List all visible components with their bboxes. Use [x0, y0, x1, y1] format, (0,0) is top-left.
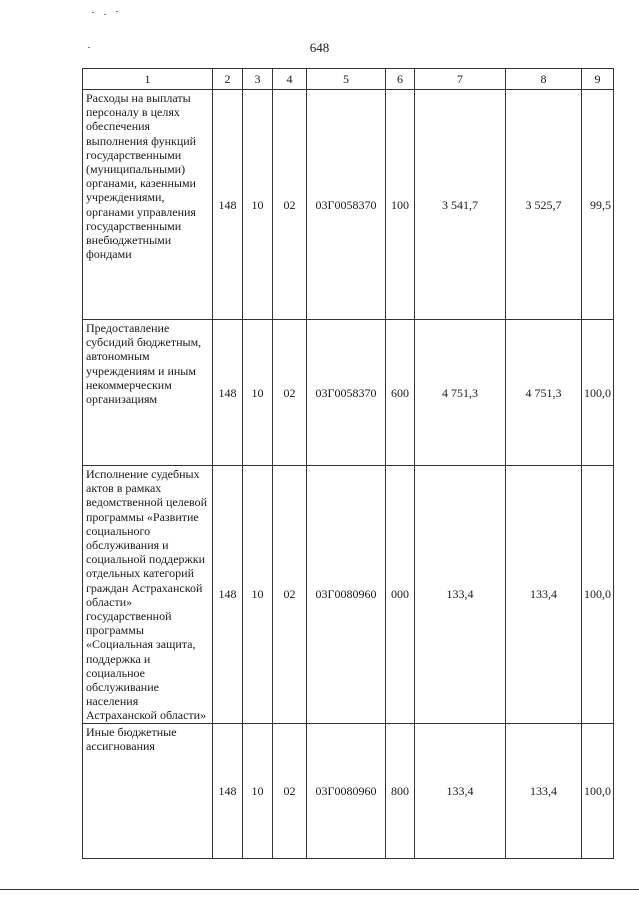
cell-col-4: 02 [273, 320, 307, 466]
cell-col-4: 02 [273, 723, 307, 858]
cell-col-7: 3 541,7 [415, 90, 506, 320]
header-col-1: 1 [83, 69, 213, 90]
row-description: Предоставление субсидий бюджетным, автономным учреждениям и иным некоммерческим организациям [83, 320, 213, 466]
cell-col-6: 100 [386, 90, 415, 320]
cell-col-3: 10 [243, 320, 273, 466]
cell-col-7: 4 751,3 [415, 320, 506, 466]
cell-col-8: 133,4 [506, 723, 582, 858]
cell-col-5: 03Г0058370 [307, 90, 386, 320]
cell-col-8: 3 525,7 [506, 90, 582, 320]
cell-col-5: 03Г0080960 [307, 723, 386, 858]
cell-col-9: 100,0 [582, 320, 614, 466]
header-col-6: 6 [386, 69, 415, 90]
cell-col-3: 10 [243, 90, 273, 320]
page-number: 648 [309, 40, 330, 55]
table-header-row [83, 69, 614, 90]
row-description: Исполнение судебных актов в рамках ведомственной целевой программы «Развитие социального обслуживания и социальной поддержки отдельных категорий граждан Астраханской области» государственной программы «Социальная защита, поддержка и социальное обслуживание населения Астраханской области» [83, 466, 213, 724]
header-col-4: 4 [273, 69, 307, 90]
cell-col-9: 99,5 [582, 90, 614, 320]
cell-col-3: 10 [243, 723, 273, 858]
table-row [83, 466, 614, 724]
header-col-3: 3 [243, 69, 273, 90]
cell-col-9: 100,0 [582, 466, 614, 724]
cell-col-2: 148 [213, 90, 243, 320]
cell-col-2: 148 [213, 723, 243, 858]
row-description: Расходы на выплаты персоналу в целях обеспечения выполнения функций государственными (муниципальными) органами, казенными учреждениями, органами управления государственными внебюджетными фондами [83, 90, 213, 320]
cell-col-8: 133,4 [506, 466, 582, 724]
page-bottom-rule [0, 889, 639, 890]
header-col-7: 7 [415, 69, 506, 90]
header-col-8: 8 [506, 69, 582, 90]
header-col-2: 2 [213, 69, 243, 90]
cell-col-7: 133,4 [415, 466, 506, 724]
table-row [83, 723, 614, 858]
cell-col-6: 800 [386, 723, 415, 858]
cell-col-2: 148 [213, 320, 243, 466]
table-row [83, 90, 614, 320]
cell-col-4: 02 [273, 90, 307, 320]
table-row [83, 320, 614, 466]
cell-col-6: 600 [386, 320, 415, 466]
cell-col-5: 03Г0058370 [307, 320, 386, 466]
cell-col-4: 02 [273, 466, 307, 724]
cell-col-3: 10 [243, 466, 273, 724]
row-description: Иные бюджетные ассигнования [83, 723, 213, 858]
cell-col-7: 133,4 [415, 723, 506, 858]
cell-col-5: 03Г0080960 [307, 466, 386, 724]
cell-col-8: 4 751,3 [506, 320, 582, 466]
cell-col-2: 148 [213, 466, 243, 724]
budget-table [82, 68, 614, 859]
cell-col-9: 100,0 [582, 723, 614, 858]
header-col-5: 5 [307, 69, 386, 90]
header-col-9: 9 [582, 69, 614, 90]
cell-col-6: 000 [386, 466, 415, 724]
